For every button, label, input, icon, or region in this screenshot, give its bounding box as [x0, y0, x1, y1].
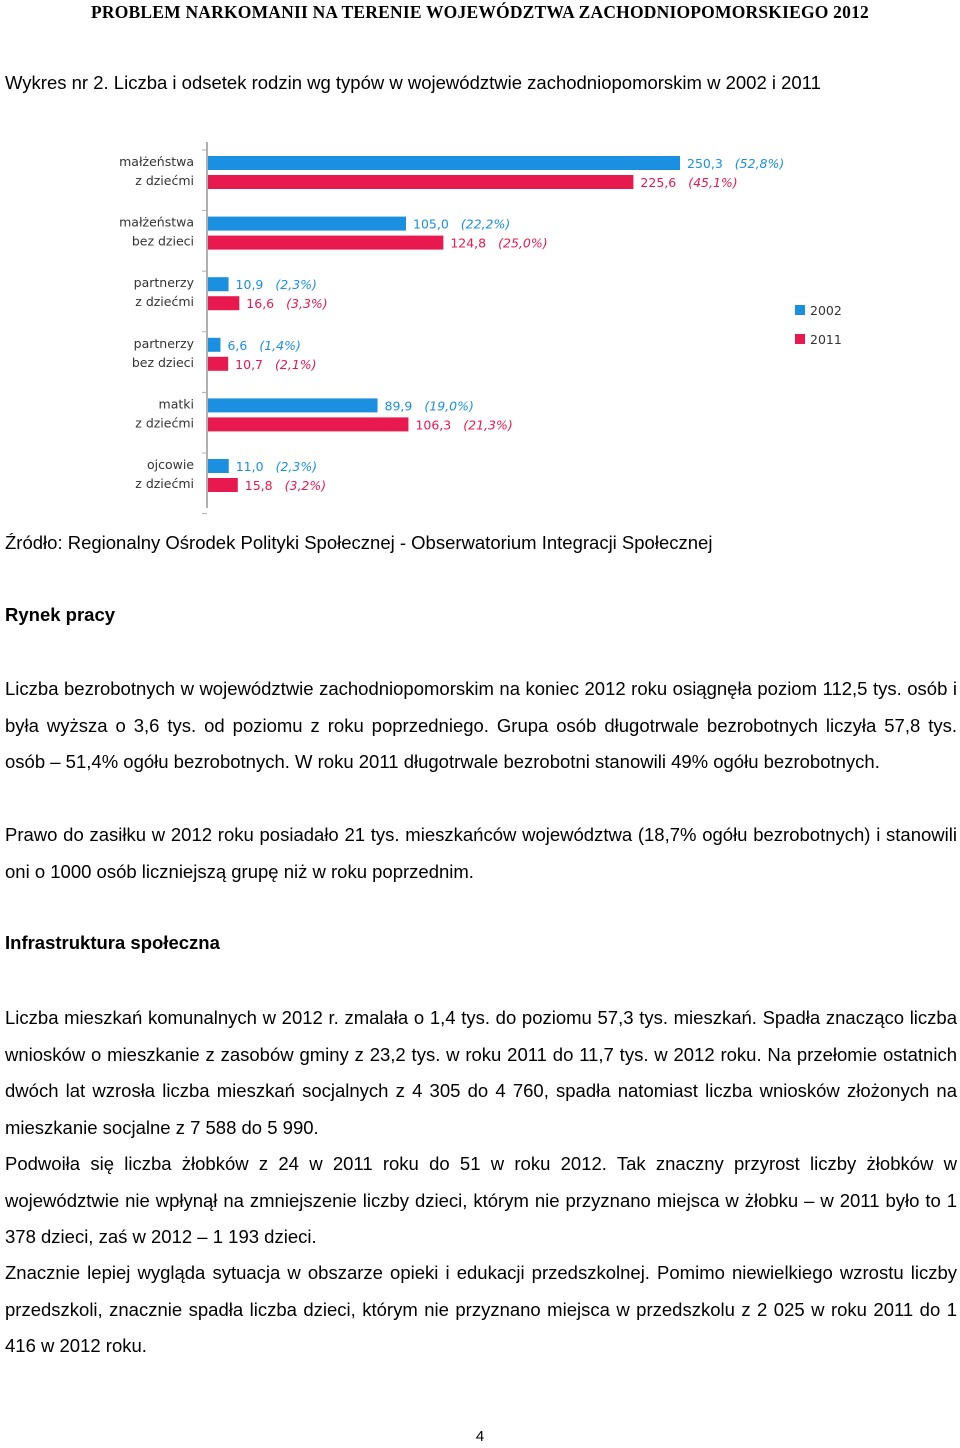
value-label: 105,0: [413, 216, 449, 232]
percent-label: (45,1%): [688, 175, 738, 190]
infrastructure-paragraph-3: Znacznie lepiej wygląda sytuacja w obszarze opieki i edukacji przedszkolnej. Pomimo niewielkiego wzrostu liczby przedszkoli, znacznie spadła liczba dzieci, którym nie przyznano miejsca w przedszkolu z 2 025 w roku 2011 do 1 416 w 2012 roku.: [5, 1262, 957, 1356]
bar-2002: [208, 217, 406, 231]
value-label: 10,7: [235, 356, 264, 372]
family-types-bar-chart: [0, 130, 960, 515]
value-label: 89,9: [384, 398, 413, 414]
percent-label: (2,3%): [275, 459, 318, 474]
bar-2011: [208, 296, 239, 310]
value-label: 11,0: [235, 459, 264, 474]
percent-label: (19,0%): [424, 398, 474, 414]
category-label: małżeństwa z dziećmi: [119, 154, 194, 188]
page-header: PROBLEM NARKOMANII NA TERENIE WOJEWÓDZTWA ZACHODNIOPOMORSKIEGO 2012: [91, 2, 869, 22]
category-label: partnerzy bez dzieci: [131, 335, 194, 370]
bar-2002: [208, 156, 680, 170]
bar-2011: [208, 417, 408, 431]
bar-2002: [208, 338, 220, 352]
bar-2011: [208, 478, 238, 492]
legend-label-2011: 2011: [810, 332, 842, 347]
bar-2011: [208, 175, 633, 189]
value-label: 106,3: [415, 417, 452, 433]
value-label: 124,8: [450, 235, 487, 251]
percent-label: (3,2%): [284, 478, 327, 493]
legend-swatch-2011: [795, 334, 805, 344]
value-label: 225,6: [640, 175, 677, 190]
percent-label: (21,3%): [463, 417, 513, 433]
percent-label: (52,8%): [734, 156, 785, 171]
legend-swatch-2002: [795, 305, 805, 315]
bar-2002: [208, 277, 229, 291]
bar-2002: [208, 459, 229, 473]
percent-label: (2,1%): [275, 356, 317, 372]
labor-market-paragraph-1: Liczba bezrobotnych w województwie zachodniopomorskim na koniec 2012 roku osiągnęła poziom 112,5 tys. osób i była wyższa o 3,6 tys. od poziomu z roku poprzedniego. Grupa osób długotrwale bezrobotnych liczyła 57,8 tys. osób – 51,4% ogółu bezrobotnych. W roku 2011 długotrwale bezrobotni stanowili 49% ogółu bezrobotnych.: [5, 678, 957, 772]
bar-2011: [208, 357, 228, 371]
figure-source: Źródło: Regionalny Ośrodek Polityki Społecznej - Obserwatorium Integracji Społecznej: [5, 532, 713, 553]
category-label: małżeństwa bez dzieci: [119, 214, 194, 249]
percent-label: (3,3%): [286, 296, 328, 312]
labor-market-paragraph-2: Prawo do zasiłku w 2012 roku posiadało 21 tys. mieszkańców województwa (18,7% ogółu bezrobotnych) i stanowili oni o 1000 osób liczniejszą grupę niż w roku poprzednim.: [5, 824, 957, 882]
page-number: 4: [475, 1428, 485, 1445]
percent-label: (1,4%): [259, 337, 301, 353]
percent-label: (22,2%): [460, 216, 511, 232]
figure-caption: Wykres nr 2. Liczba i odsetek rodzin wg typów w województwie zachodniopomorskim w 2002 i 2011: [5, 72, 821, 93]
legend-label-2002: 2002: [810, 303, 842, 318]
value-label: 10,9: [235, 277, 264, 293]
value-label: 250,3: [687, 156, 723, 171]
value-label: 15,8: [244, 478, 273, 493]
category-label: ojcowie z dziećmi: [135, 457, 194, 491]
infrastructure-paragraph-1: Liczba mieszkań komunalnych w 2012 r. zmalała o 1,4 tys. do poziomu 57,3 tys. mieszkań. Spadła znacząco liczba wniosków o mieszkanie z zasobów gminy z 23,2 tys. w roku 2011 do 11,7 tys. w 2012 roku. Na przełomie ostatnich dwóch lat wzrosła liczba mieszkań socjalnych z 4 305 do 4 760, spadła natomiast liczba wniosków złożonych na mieszkanie socjalne z 7 588 do 5 990.: [5, 1007, 957, 1138]
section-title-labor-market: Rynek pracy: [5, 604, 116, 625]
section-title-social-infrastructure: Infrastruktura społeczna: [5, 932, 220, 953]
bar-2002: [208, 398, 378, 412]
value-label: 16,6: [246, 296, 275, 312]
category-label: partnerzy z dziećmi: [133, 275, 194, 310]
value-label: 6,6: [227, 337, 248, 353]
percent-label: (25,0%): [498, 235, 548, 251]
percent-label: (2,3%): [275, 277, 317, 293]
category-label: matki z dziećmi: [135, 396, 194, 431]
bar-2011: [208, 236, 443, 250]
infrastructure-paragraph-2: Podwoiła się liczba żłobków z 24 w 2011 roku do 51 w roku 2012. Tak znaczny przyrost liczby żłobków w województwie nie wpłynął na zmniejszenie liczby dzieci, którym nie przyznano miejsca w żłobku – w 2011 było to 1 378 dzieci, zaś w 2012 – 1 193 dzieci.: [5, 1153, 957, 1247]
